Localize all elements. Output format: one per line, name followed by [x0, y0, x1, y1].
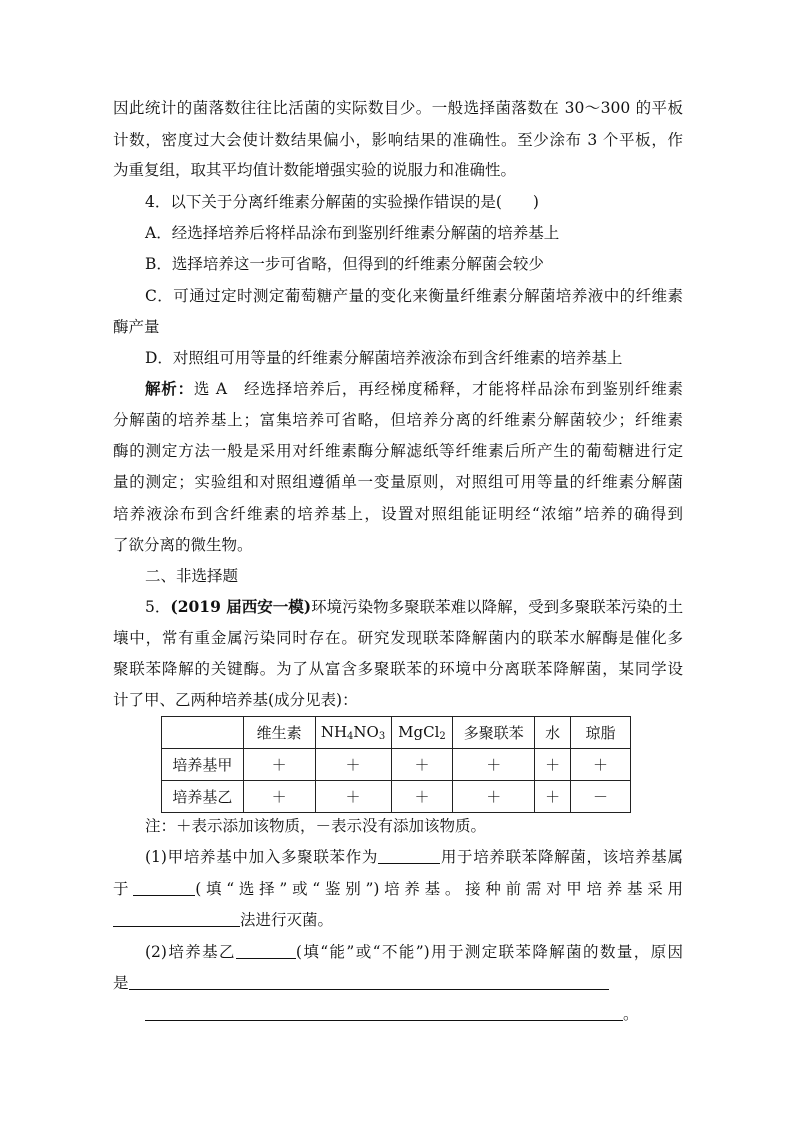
sub-question-1-line2: 于 (填“选择”或“鉴别”)培养基。接种前需对甲培养基采用 [113, 880, 683, 898]
table-cell: ＋ [391, 749, 453, 781]
q4-option-b: B．选择培养这一步可省略，但得到的纤维素分解菌会较少 [145, 255, 544, 273]
table-cell: 培养基乙 [162, 781, 244, 813]
table-header-cell: 琼脂 [571, 717, 631, 749]
answer-blank[interactable] [133, 881, 195, 896]
q4-option-c-line2: 酶产量 [113, 318, 160, 336]
sub-question-2-line3: 。 [145, 1004, 683, 1024]
sub-question-1-line1: (1)甲培养基中加入多聚联苯作为 用于培养联苯降解菌，该培养基属 [145, 848, 683, 866]
table-cell: ＋ [243, 781, 315, 813]
answer-blank[interactable] [145, 1006, 623, 1021]
table-cell: ＋ [315, 749, 391, 781]
table-cell: ＋ [453, 781, 535, 813]
explanation-label: 解析： [145, 379, 194, 398]
table-header-cell: 水 [535, 717, 571, 749]
q4-option-a: A．经选择培养后将样品涂布到鉴别纤维素分解菌的培养基上 [145, 224, 560, 242]
table-cell: ＋ [453, 749, 535, 781]
table-note: 注：＋表示添加该物质，－表示没有添加该物质。 [145, 817, 487, 835]
table-header-row [162, 717, 631, 749]
answer-blank[interactable] [378, 849, 440, 864]
table-cell: ＋ [315, 781, 391, 813]
table-row [162, 749, 631, 781]
para1-line1: 因此统计的菌落数往往比活菌的实际数目少。一般选择菌落数在 30～300 的平板 [113, 99, 683, 117]
para1-line2: 计数，密度过大会使计数结果偏小，影响结果的准确性。至少涂布 3 个平板，作 [113, 131, 683, 149]
q4-option-d: D．对照组可用等量的纤维素分解菌培养液涂布到含纤维素的培养基上 [145, 349, 623, 367]
q4-explanation-line1: 解析：选 A 经选择培养后，再经梯度稀释，才能将样品涂布到鉴别纤维素 [145, 379, 683, 398]
section-heading: 二、非选择题 [145, 567, 239, 585]
q5-line1: 5．(2019 届西安一模)环境污染物多聚联苯难以降解，受到多聚联苯污染的土 [145, 597, 684, 616]
table-header-cell: MgCl$_2$ [391, 717, 453, 749]
table-cell: 培养基甲 [162, 749, 244, 781]
q5-line4: 计了甲、乙两种培养基(成分见表)： [113, 691, 358, 709]
table-cell: － [571, 781, 631, 813]
q4-explanation-line6: 了欲分离的微生物。 [113, 536, 253, 554]
para1-line3: 为重复组，取其平均值计数能增强实验的说服力和准确性。 [113, 161, 517, 179]
answer-blank[interactable] [129, 975, 609, 990]
sub-question-1-line3: 法进行灭菌。 [113, 910, 683, 930]
table-header-cell [162, 717, 244, 749]
table-header-cell: 多聚联苯 [453, 717, 535, 749]
q4-stem: 4．以下关于分离纤维素分解菌的实验操作错误的是( ) [145, 193, 539, 211]
table-cell: ＋ [571, 749, 631, 781]
q4-explanation-line5: 培养液涂布到含纤维素的培养基上，设置对照组能证明经“浓缩”培养的确得到 [113, 505, 683, 523]
q4-option-c-line1: C．可通过定时测定葡萄糖产量的变化来衡量纤维素分解菌培养液中的纤维素 [145, 287, 683, 305]
table-header-cell: $NH_4NO_3$ [315, 717, 391, 749]
sub-question-2-line1: (2)培养基乙 (填“能”或“不能”)用于测定联苯降解菌的数量，原因 [145, 943, 683, 961]
answer-blank[interactable] [236, 944, 296, 959]
table-cell: ＋ [535, 749, 571, 781]
table-row [162, 781, 631, 813]
table-cell: ＋ [391, 781, 453, 813]
table-header-cell: 维生素 [243, 717, 315, 749]
q4-explanation-line3: 酶的测定方法一般是采用对纤维素酶分解滤纸等纤维素后所产生的葡萄糖进行定 [113, 442, 683, 460]
table-cell: ＋ [535, 781, 571, 813]
q5-source: (2019 届西安一模) [170, 597, 312, 616]
q4-explanation-line4: 量的测定；实验组和对照组遵循单一变量原则，对照组可用等量的纤维素分解菌 [113, 473, 683, 491]
sub-question-2-line2: 是 [113, 973, 683, 993]
table-cell: ＋ [243, 749, 315, 781]
q5-line3: 聚联苯降解的关键酶。为了从富含多聚联苯的环境中分离联苯降解菌，某同学设 [113, 660, 683, 678]
q4-explanation-line2: 分解菌的培养基上；富集培养可省略，但培养分离的纤维素分解菌较少；纤维素 [113, 411, 683, 429]
q5-line2: 壤中，常有重金属污染同时存在。研究发现联苯降解菌内的联苯水解酶是催化多 [113, 629, 683, 647]
medium-table [161, 716, 631, 813]
answer-blank[interactable] [113, 912, 240, 927]
